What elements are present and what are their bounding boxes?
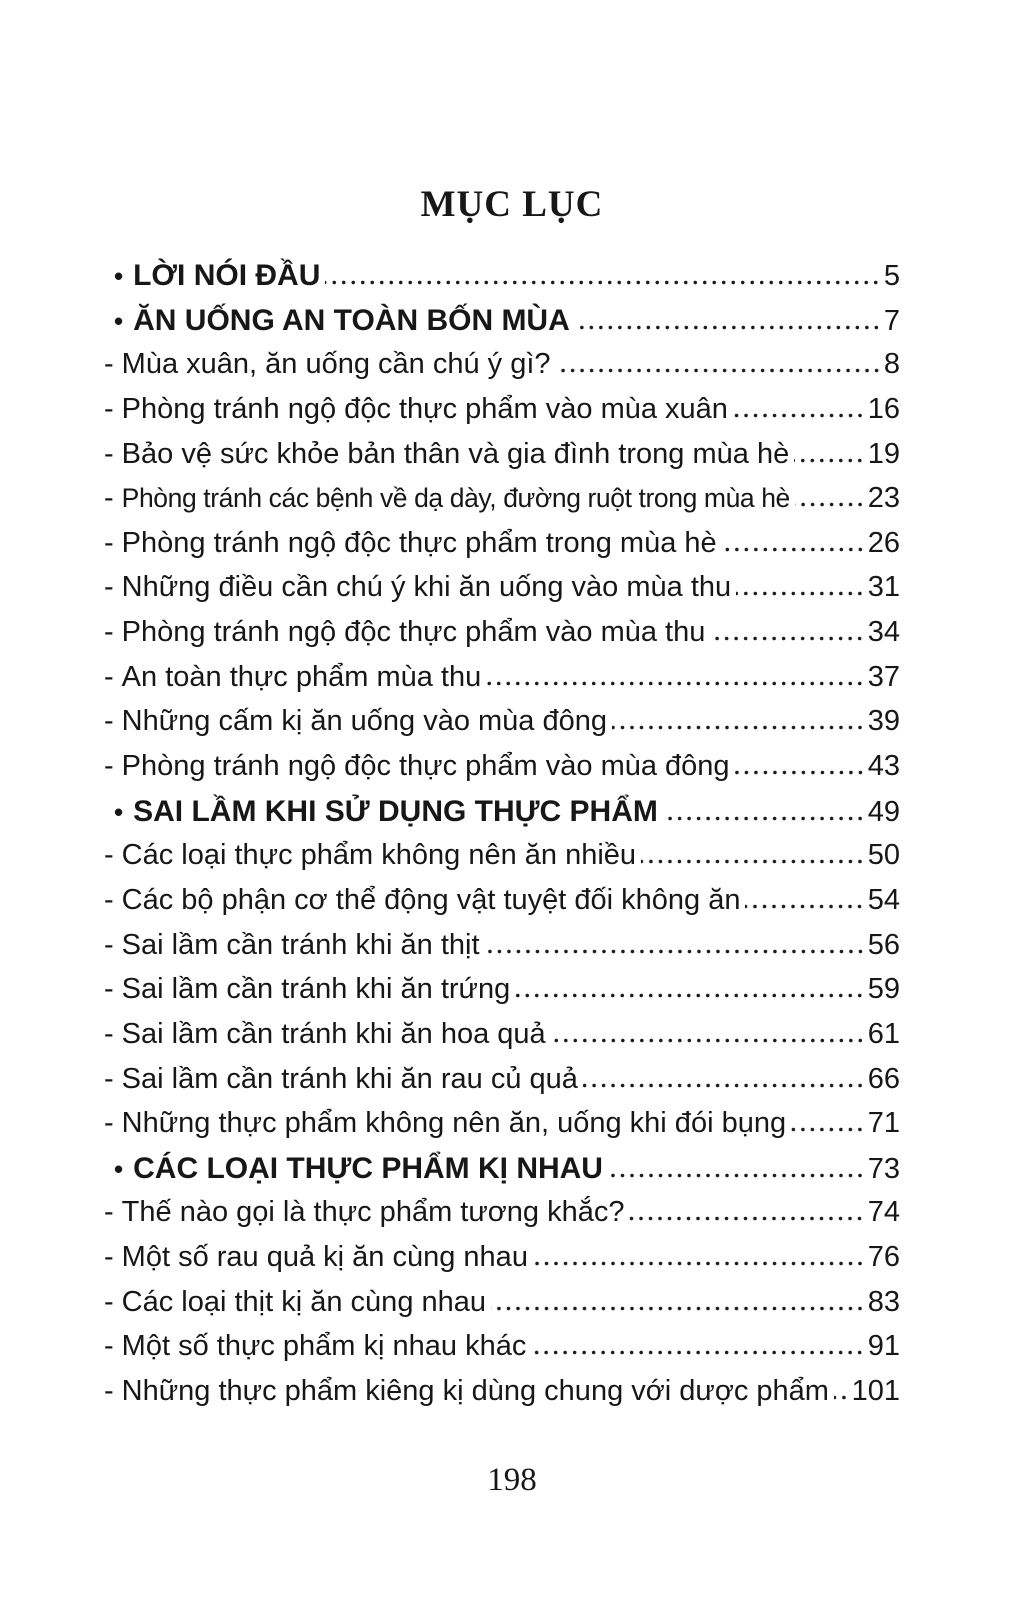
toc-entry-label: Các bộ phận cơ thể động vật tuyệt đối không ăn <box>121 883 741 916</box>
toc-entry <box>104 259 900 304</box>
toc-entry-page-number: 74 <box>867 1196 900 1229</box>
toc-entry <box>104 750 900 795</box>
toc-entry-label: Những cấm kị ăn uống vào mùa đông <box>121 705 607 738</box>
dot-leader <box>794 458 865 463</box>
dot-leader <box>629 1216 864 1221</box>
toc-entry-label: Phòng tránh ngộ độc thực phẩm vào mùa đông <box>121 750 730 783</box>
toc-entry-page-number: 16 <box>867 392 900 425</box>
toc-entry-label: Phòng tránh ngộ độc thực phẩm vào mùa thu <box>121 616 706 649</box>
dot-leader <box>733 413 865 418</box>
page-number-footer: 198 <box>487 1462 537 1498</box>
toc-entry <box>104 1375 900 1420</box>
toc-entry-page-number: 71 <box>867 1107 900 1140</box>
toc-entry-label: Sai lầm cần tránh khi ăn hoa quả <box>121 1017 546 1050</box>
toc-entry <box>104 973 900 1018</box>
toc-entry-marker: - <box>104 1107 114 1140</box>
toc-entry <box>104 482 900 527</box>
toc-entry-label: ĂN UỐNG AN TOÀN BỐN MÙA <box>133 303 570 337</box>
toc-entry-marker: - <box>104 482 114 515</box>
toc-entry-marker: - <box>104 705 114 738</box>
toc-entry-page-number: 59 <box>867 973 900 1006</box>
toc-entry-page-number: 37 <box>867 660 900 693</box>
dot-leader <box>795 502 865 507</box>
dot-leader <box>722 547 865 552</box>
dot-leader <box>641 859 865 864</box>
dot-leader <box>736 591 865 596</box>
toc-entry-label: Một số rau quả kị ăn cùng nhau <box>121 1241 528 1274</box>
toc-entry <box>104 348 900 393</box>
toc-entry-label: Những thực phẩm kiêng kị dùng chung với dược phẩm <box>121 1375 829 1408</box>
toc-entry <box>104 393 900 438</box>
dot-leader <box>491 1306 865 1311</box>
toc-list <box>104 259 900 1420</box>
toc-entry-marker: - <box>104 571 114 604</box>
toc-entry-page-number: 43 <box>867 750 900 783</box>
toc-entry-page-number: 61 <box>867 1017 900 1050</box>
toc-entry-marker: • <box>114 796 124 827</box>
toc-entry-page-number: 91 <box>867 1330 900 1363</box>
dot-leader <box>556 368 881 373</box>
toc-entry <box>104 1241 900 1286</box>
toc-entry-page-number: 49 <box>867 795 900 828</box>
dot-leader <box>834 1395 849 1400</box>
toc-entry-label: Phòng tránh ngộ độc thực phẩm vào mùa xuân <box>121 392 728 425</box>
toc-entry-label: LỜI NÓI ĐẦU <box>133 259 321 292</box>
dot-leader <box>485 949 865 954</box>
toc-entry <box>104 661 900 706</box>
toc-entry-label: Những điều cần chú ý khi ăn uống vào mùa thu <box>121 571 732 604</box>
toc-entry-label: Sai lầm cần tránh khi ăn rau củ quả <box>121 1062 578 1095</box>
toc-entry-label: Các loại thịt kị ăn cùng nhau <box>121 1285 487 1318</box>
toc-entry-page-number: 73 <box>867 1152 900 1185</box>
dot-leader <box>612 725 865 730</box>
toc-entry <box>104 1107 900 1152</box>
toc-entry <box>104 616 900 661</box>
toc-entry <box>104 884 900 929</box>
toc-entry-page-number: 19 <box>867 437 900 470</box>
dot-leader <box>575 325 881 330</box>
dot-leader <box>608 1173 865 1178</box>
toc-entry <box>104 438 900 483</box>
toc-entry <box>104 1196 900 1241</box>
toc-entry-label: Thế nào gọi là thực phẩm tương khắc? <box>121 1196 625 1229</box>
toc-entry-marker: - <box>104 1375 114 1408</box>
dot-leader <box>791 1127 865 1132</box>
toc-entry <box>104 571 900 616</box>
dot-leader <box>533 1261 865 1266</box>
toc-entry-page-number: 8 <box>883 348 900 381</box>
dot-leader <box>531 1350 864 1355</box>
toc-entry-marker: - <box>104 973 114 1006</box>
toc-entry-page-number: 34 <box>867 616 900 649</box>
toc-entry-marker: - <box>104 616 114 649</box>
toc-entry-marker: - <box>104 839 114 872</box>
dot-leader <box>745 904 864 909</box>
dot-leader <box>325 280 880 285</box>
toc-entry-marker: - <box>104 1017 114 1050</box>
toc-entry <box>104 1286 900 1331</box>
page-title: MỤC LỤC <box>420 184 604 225</box>
toc-entry <box>104 1063 900 1108</box>
toc-entry-marker: - <box>104 928 114 961</box>
toc-entry-marker: - <box>104 660 114 693</box>
toc-entry <box>104 1018 900 1063</box>
toc-entry-marker: • <box>114 261 124 291</box>
toc-entry-page-number: 56 <box>867 928 900 961</box>
toc-entry-label: Sai lầm cần tránh khi ăn thịt <box>121 928 480 961</box>
toc-entry-marker: - <box>104 348 114 381</box>
toc-entry-label: Các loại thực phẩm không nên ăn nhiều <box>121 839 637 872</box>
toc-entry-marker: - <box>104 1196 114 1229</box>
toc-entry-page-number: 50 <box>867 839 900 872</box>
toc-entry-marker: - <box>104 883 114 916</box>
toc-entry <box>104 1152 900 1197</box>
toc-entry <box>104 527 900 572</box>
toc-entry-page-number: 26 <box>867 526 900 559</box>
toc-entry-marker: • <box>114 1153 124 1184</box>
toc-entry-marker: • <box>114 305 124 336</box>
toc-entry-label: Phòng tránh ngộ độc thực phẩm trong mùa hè <box>121 526 717 559</box>
dot-leader <box>663 816 865 821</box>
toc-entry-label: An toàn thực phẩm mùa thu <box>121 660 482 693</box>
toc-entry-marker: - <box>104 437 114 470</box>
toc-entry-label: CÁC LOẠI THỰC PHẨM KỊ NHAU <box>133 1151 603 1185</box>
toc-entry-label: Những thực phẩm không nên ăn, uống khi đói bụng <box>121 1107 787 1140</box>
toc-entry-page-number: 7 <box>883 304 900 337</box>
toc-entry-page-number: 5 <box>883 260 900 292</box>
toc-entry-marker: - <box>104 392 114 425</box>
dot-leader <box>551 1038 865 1043</box>
toc-entry-page-number: 23 <box>867 482 900 515</box>
toc-entry-marker: - <box>104 750 114 783</box>
dot-leader <box>515 993 865 998</box>
toc-entry <box>104 795 900 840</box>
toc-entry-label: Bảo vệ sức khỏe bản thân và gia đình trong mùa hè <box>121 437 790 470</box>
toc-entry-marker: - <box>104 1330 114 1363</box>
toc-entry-page-number: 39 <box>867 705 900 738</box>
toc-entry-label: Mùa xuân, ăn uống cần chú ý gì? <box>121 348 551 381</box>
toc-entry-label: SAI LẦM KHI SỬ DỤNG THỰC PHẨM <box>133 794 658 828</box>
toc-entry <box>104 839 900 884</box>
dot-leader <box>735 770 865 775</box>
toc-entry-marker: - <box>104 526 114 559</box>
dot-leader <box>486 681 864 686</box>
toc-entry <box>104 705 900 750</box>
dot-leader <box>710 636 864 641</box>
toc-entry-label: Phòng tránh các bệnh về dạ dày, đường ruột trong mùa hè <box>121 483 790 514</box>
toc-entry-marker: - <box>104 1241 114 1274</box>
toc-entry-page-number: 83 <box>867 1285 900 1318</box>
dot-leader <box>583 1083 865 1088</box>
toc-entry-label: Sai lầm cần tránh khi ăn trứng <box>121 973 511 1006</box>
toc-entry <box>104 929 900 974</box>
toc-entry-page-number: 31 <box>867 571 900 604</box>
toc-entry-marker: - <box>104 1062 114 1095</box>
toc-entry <box>104 1330 900 1375</box>
toc-entry-page-number: 76 <box>867 1241 900 1274</box>
toc-entry-page-number: 101 <box>851 1375 900 1408</box>
toc-entry <box>104 304 900 349</box>
toc-entry-marker: - <box>104 1285 114 1318</box>
toc-entry-label: Một số thực phẩm kị nhau khác <box>121 1330 527 1363</box>
toc-entry-page-number: 66 <box>867 1062 900 1095</box>
toc-entry-page-number: 54 <box>867 883 900 916</box>
